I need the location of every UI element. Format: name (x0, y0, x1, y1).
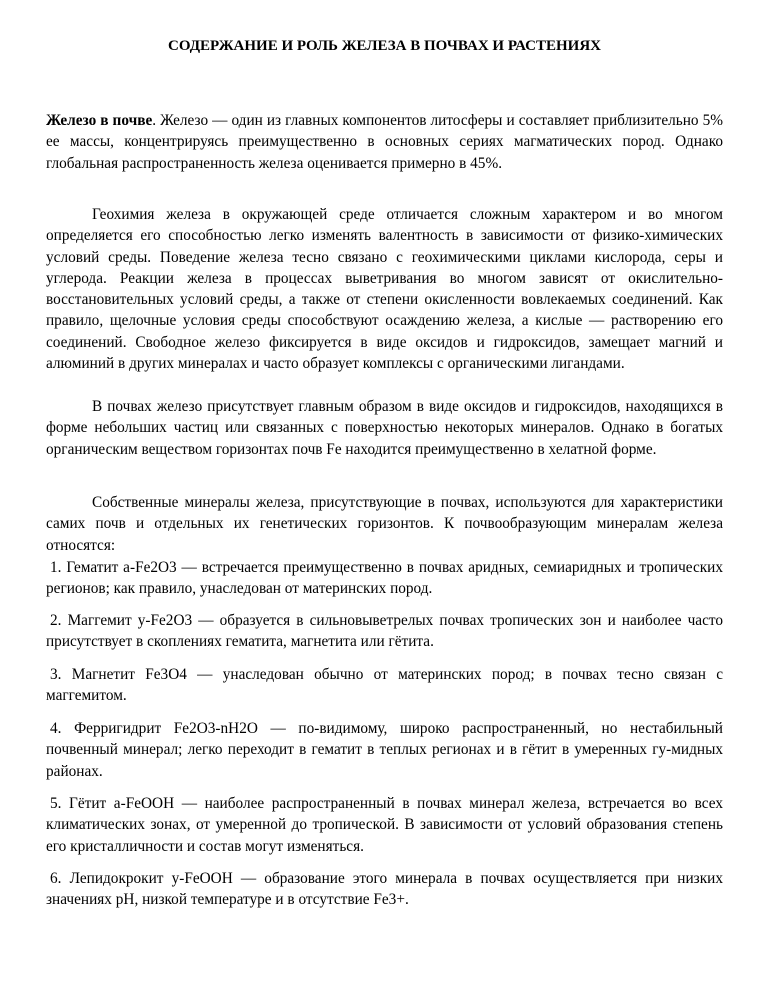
paragraph-soil-forms: В почвах железо присутствует главным образом в виде оксидов и гидроксидов, находящихся в форме небольших частиц или связанных с поверхностью некоторых минералов. Однако в богатых органическим веществом горизонтах почв Fe находится преимущественно в хелатной форме. (46, 398, 723, 458)
document-title: СОДЕРЖАНИЕ И РОЛЬ ЖЕЛЕЗА В ПОЧВАХ И РАСТЕНИЯХ (167, 38, 601, 54)
mineral-list-item: 1. Гематит a-Fe2O3 — встречается преимущественно в почвах аридных, семиаридных и тропических регионов; как правило, унаследован от материнских пород. (46, 559, 723, 598)
intro-paragraph (46, 110, 723, 174)
paragraph-geochemistry: Геохимия железа в окружающей среде отличается сложным характером и во многом определяется его способностью легко изменять валентность в зависимости от физико-химических условий среды. Поведение железа тесно связано с геохимическими циклами кислорода, серы и углерода. Реакции железа в процессах выветривания во многом зависят от окислительно-восстановительных условий среды, а также от степени окисленности вовлекаемых соединений. Как правило, щелочные условия среды способствуют осаждению железа, а кислые — растворению его соединений. Свободное железо фиксируется в виде оксидов и гидроксидов, замещает магний и алюминий в других минералах и часто образует комплексы с органическими лигандами. (46, 206, 723, 373)
intro-text: . Железо — один из главных компонентов литосферы и составляет приблизительно 5% ее массы, концентрируясь преимущественно в основных сериях магматических пород. Однако глобальная распространенность железа оценивается примерно в 45%. (46, 112, 723, 172)
intro-lead-bold: Железо в почве (46, 112, 153, 129)
paragraph-minerals-intro: Собственные минералы железа, присутствующие в почвах, используются для характеристики самих почв и отдельных их генетических горизонтов. К почвообразующим минералам железа относятся: (46, 494, 723, 554)
mineral-list-item: 3. Магнетит Fe3O4 — унаследован обычно от материнских пород; в почвах тесно связан с маггемитом. (46, 666, 723, 705)
mineral-list-item: 5. Гётит a-FeOOH — наиболее распространенный в почвах минерал железа, встречается во всех климатических зонах, от умеренной до тропической. В зависимости от условий образования степень его кристалличности и состав могут изменяться. (46, 795, 723, 855)
mineral-list-item: 2. Маггемит y-Fe2O3 — образуется в сильновыветрелых почвах тропических зон и наиболее часто присутствует в скоплениях гематита, магнетита или гётита. (46, 612, 723, 651)
mineral-list-item: 6. Лепидокрокит y-FeOOH — образование этого минерала в почвах осуществляется при низких значениях pH, низкой температуре и в отсутствие Fe3+. (46, 870, 723, 909)
mineral-list-item: 4. Ферригидрит Fe2O3-nH2O — по-видимому, широко распространенный, но нестабильный почвенный минерал; легко переходит в гематит в теплых регионах и в гётит в умеренных гу-мидных районах. (46, 720, 723, 780)
